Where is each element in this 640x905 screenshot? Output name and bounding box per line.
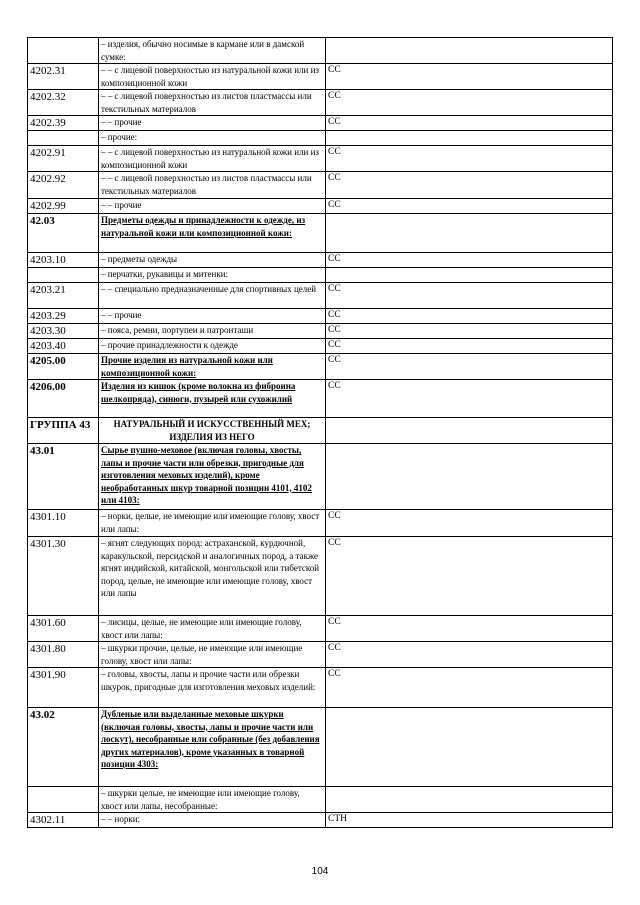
table-row: [28, 668, 613, 708]
code-cell: 43.01: [28, 444, 99, 510]
description-cell: Изделия из кишок (кроме волокна из фиброина шелкопряда), синюги, пузырей или сухожилий: [99, 380, 326, 418]
description-cell: – головы, хвосты, лапы и прочие части или обрезки шкурок, пригодные для изготовления меховых изделий:: [99, 668, 326, 708]
certificate-cell: СС: [326, 172, 613, 199]
code-cell: 4202.92: [28, 172, 99, 199]
description-cell: – – с лицевой поверхностью из листов пластмассы или текстильных материалов: [99, 90, 326, 116]
code-cell: 4202.99: [28, 199, 99, 214]
certificate-cell: СС: [326, 354, 613, 380]
code-cell: 4203.40: [28, 339, 99, 354]
description-cell: – – специально предназначенные для спортивных целей: [99, 283, 326, 309]
table-row: [28, 172, 613, 199]
table-row: [28, 380, 613, 418]
code-cell: 4301.10: [28, 510, 99, 537]
code-cell: 4205.00: [28, 354, 99, 380]
description-cell: – ягнят следующих пород: астраханской, курдючной, каракульской, персидской и аналогичных пород, а также ягнят индийской, китайской, монгольской или тибетской пород, целые, не имеющие или имеющие голову, хвост или лапы: [99, 537, 326, 616]
certificate-cell: СС: [326, 642, 613, 668]
certificate-cell: [326, 708, 613, 787]
table-row: [28, 146, 613, 172]
description-cell: – изделия, обычно носимые в кармане или в дамской сумке:: [99, 38, 326, 64]
table-row: [28, 616, 613, 642]
table-row: [28, 64, 613, 90]
certificate-cell: СС: [326, 199, 613, 214]
table-row: [28, 38, 613, 64]
certificate-cell: СС: [326, 510, 613, 537]
description-cell: – шкурки прочие, целые, не имеющие или имеющие голову, хвост или лапы:: [99, 642, 326, 668]
code-cell: 4202.91: [28, 146, 99, 172]
certificate-cell: [326, 787, 613, 813]
table-row: [28, 116, 613, 131]
description-cell: – – прочие: [99, 116, 326, 131]
description-cell: Сырье пушно-меховое (включая головы, хвосты, лапы и прочие части или обрезки, пригодные для изготовления меховых изделий), кроме необработанных шкур товарной позиции 4101, 4102 или 4103:: [99, 444, 326, 510]
certificate-cell: СС: [326, 339, 613, 354]
certificate-cell: СС: [326, 668, 613, 708]
table-row: [28, 214, 613, 253]
code-cell: 42.03: [28, 214, 99, 253]
code-cell: [28, 131, 99, 146]
code-cell: 4206.00: [28, 380, 99, 418]
description-cell: – – с лицевой поверхностью из натуральной кожи или из композиционной кожи: [99, 64, 326, 90]
description-cell: – прочие принадлежности к одежде: [99, 339, 326, 354]
certificate-cell: СС: [326, 283, 613, 309]
certificate-cell: СС: [326, 64, 613, 90]
code-cell: 4202.31: [28, 64, 99, 90]
certificate-cell: СС: [326, 90, 613, 116]
table-row: [28, 199, 613, 214]
table-row: [28, 268, 613, 283]
table-row: [28, 131, 613, 146]
code-cell: 4203.29: [28, 309, 99, 324]
description-cell: – – с лицевой поверхностью из натуральной кожи или из композиционной кожи: [99, 146, 326, 172]
certificate-cell: [326, 131, 613, 146]
table-row: [28, 253, 613, 268]
table-row: [28, 708, 613, 787]
certificate-cell: СС: [326, 116, 613, 131]
table-row: [28, 510, 613, 537]
code-cell: 4301.30: [28, 537, 99, 616]
description-cell: – перчатки, рукавицы и митенки:: [99, 268, 326, 283]
description-cell: – шкурки целые, не имеющие или имеющие голову, хвост или лапы, несобранные:: [99, 787, 326, 813]
table-row: [28, 354, 613, 380]
code-cell: 4202.39: [28, 116, 99, 131]
code-cell: [28, 38, 99, 64]
table-row: [28, 309, 613, 324]
description-cell: – предметы одежды: [99, 253, 326, 268]
code-cell: 4203.21: [28, 283, 99, 309]
certificate-cell: [326, 444, 613, 510]
certificate-cell: [326, 268, 613, 283]
certificate-cell: СС: [326, 616, 613, 642]
table-row: [28, 444, 613, 510]
description-cell: – – норки:: [99, 813, 326, 828]
table-row: [28, 537, 613, 616]
code-cell: 4202.32: [28, 90, 99, 116]
table-row: [28, 813, 613, 828]
description-cell: Дубленые или выделанные меховые шкурки (включая головы, хвосты, лапы и прочие части или лоскут), несобранные или собранные (без добавления других материалов), кроме указанных в товарной позиции 4303:: [99, 708, 326, 787]
table-row: [28, 787, 613, 813]
description-cell: – пояса, ремни, портупеи и патронташи: [99, 324, 326, 339]
code-cell: [28, 787, 99, 813]
description-cell: – – прочие: [99, 309, 326, 324]
table-row: [28, 283, 613, 309]
description-cell: – норки, целые, не имеющие или имеющие голову, хвост или лапы:: [99, 510, 326, 537]
description-cell: – – прочие: [99, 199, 326, 214]
code-cell: 4203.10: [28, 253, 99, 268]
certificate-cell: СС: [326, 146, 613, 172]
description-cell: – – с лицевой поверхностью из листов пластмассы или текстильных материалов: [99, 172, 326, 199]
code-cell: 4301.60: [28, 616, 99, 642]
code-cell: 4203.30: [28, 324, 99, 339]
certificate-cell: СС: [326, 253, 613, 268]
description-cell: – прочие:: [99, 131, 326, 146]
certificate-cell: СС: [326, 324, 613, 339]
code-cell: [28, 268, 99, 283]
code-cell: 43.02: [28, 708, 99, 787]
table-row: [28, 90, 613, 116]
table-row: [28, 418, 613, 444]
certificate-cell: СС: [326, 380, 613, 418]
description-cell: Предметы одежды и принадлежности к одежде, из натуральной кожи или композиционной кожи:: [99, 214, 326, 253]
table-row: [28, 642, 613, 668]
certificate-cell: СС: [326, 537, 613, 616]
certificate-cell: [326, 418, 613, 444]
table-body: [28, 38, 613, 828]
code-cell: 4301.90: [28, 668, 99, 708]
certificate-cell: СТН: [326, 813, 613, 828]
description-cell: НАТУРАЛЬНЫЙ И ИСКУССТВЕННЫЙ МЕХ; ИЗДЕЛИЯ ИЗ НЕГО: [99, 418, 326, 444]
page-number: 104: [311, 866, 329, 877]
certificate-cell: [326, 214, 613, 253]
table-row: [28, 324, 613, 339]
code-cell: 4302.11: [28, 813, 99, 828]
code-cell: ГРУППА 43: [28, 418, 99, 444]
description-cell: Прочие изделия из натуральной кожи или композиционной кожи:: [99, 354, 326, 380]
certificate-cell: [326, 38, 613, 64]
tariff-code-table: [27, 37, 613, 828]
description-cell: – лисицы, целые, не имеющие или имеющие голову, хвост или лапы:: [99, 616, 326, 642]
table-row: [28, 339, 613, 354]
code-cell: 4301.80: [28, 642, 99, 668]
certificate-cell: СС: [326, 309, 613, 324]
